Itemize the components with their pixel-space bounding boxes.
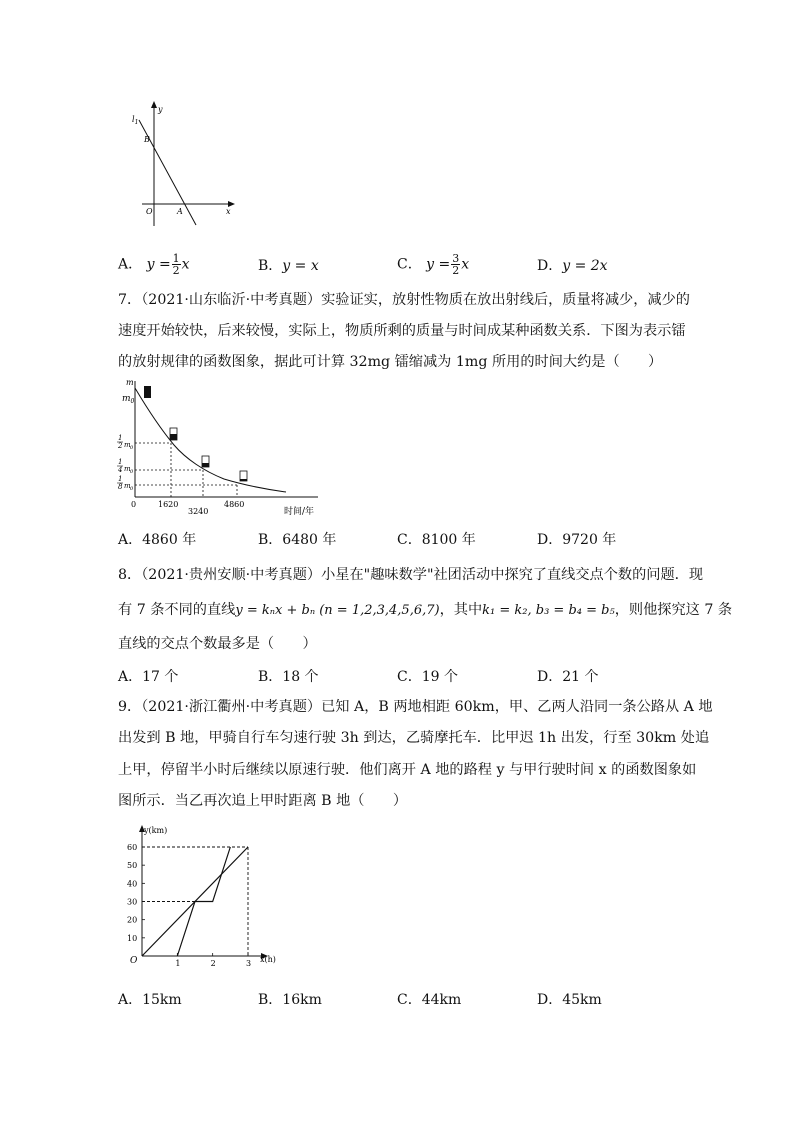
svg-text:2: 2	[118, 442, 123, 450]
q7-sample-eighth	[240, 471, 247, 481]
q9-y-tick-label: 30	[127, 897, 138, 907]
q7-tick-4860: 4860	[224, 500, 245, 509]
svg-text:0: 0	[130, 486, 134, 492]
q8-option-a: A．17 个	[118, 669, 179, 685]
q6-option-c-fraction: $\frac{3}{2}$	[452, 252, 460, 277]
q6-label-l1: $l_1$	[132, 115, 139, 126]
q7-label-quarter	[117, 458, 134, 475]
q7-label-m: m	[126, 378, 134, 387]
svg-text:1: 1	[118, 434, 123, 442]
q9-x-tick-label: 3	[246, 959, 252, 968]
q6-option-b: B．y = x	[258, 258, 319, 274]
q9-y-tick-label: 50	[127, 861, 138, 871]
q7-decay-graph	[114, 375, 324, 520]
q6-y-axis-arrow	[151, 101, 157, 108]
q7-option-b: B．6480 年	[258, 532, 337, 548]
q9-series-yi	[177, 847, 230, 956]
q8-text-line-1: 8．（2021·贵州安顺·中考真题）小星在"趣味数学"社团活动中探究了直线交点个数的问题．现	[118, 567, 704, 583]
q9-y-label: y(km)	[144, 826, 168, 835]
svg-text:m: m	[124, 441, 131, 449]
q9-y-tick-label: 40	[127, 879, 138, 889]
q9-y-tick-label: 20	[127, 915, 138, 925]
svg-text:m: m	[124, 482, 131, 490]
q9-text-line-3: 上甲，停留半小时后继续以原速行驶．他们离开 A 地的路程 y 与甲行驶时间 x 的函数图象如	[118, 762, 697, 778]
q6-label-A: A	[177, 207, 183, 216]
q9-option-c: C．44km	[397, 992, 462, 1008]
q6-label-O: O	[146, 207, 153, 216]
svg-text:1: 1	[118, 475, 123, 483]
q7-x-label: 时间/年	[284, 507, 315, 517]
q7-sample-half	[170, 428, 177, 440]
q6-label-x: x	[226, 207, 231, 216]
q7-text-line-2: 速度开始较快，后来较慢，实际上，物质所剩的质量与时间成某种函数关系．下图为表示镭	[118, 323, 686, 339]
q6-label-B: B	[144, 135, 150, 144]
svg-text:m: m	[124, 465, 131, 473]
q6-option-d: D．y = 2x	[537, 258, 608, 274]
q9-origin-label: O	[130, 956, 138, 966]
svg-text:4: 4	[118, 466, 123, 474]
q9-x-tick-label: 1	[175, 959, 181, 968]
q7-tick-1620: 1620	[158, 500, 179, 509]
q6-line-graph	[128, 98, 240, 230]
q9-option-b: B．16km	[258, 992, 322, 1008]
q9-option-a: A．15km	[118, 992, 182, 1008]
q7-label-m0: $m_0$	[122, 394, 135, 405]
q7-option-c: C．8100 年	[397, 532, 476, 548]
q7-tick-0: 0	[131, 500, 137, 509]
q9-text-line-2: 出发到 B 地，甲骑自行车匀速行驶 3h 到达，乙骑摩托车．比甲迟 1h 出发，行至 30km 处追	[118, 730, 710, 746]
q8-option-b: B．18 个	[258, 669, 319, 685]
q7-text-line-3: 的放射规律的函数图象，据此可计算 32mg 镭缩减为 1mg 所用的时间大约是（ ）	[118, 354, 663, 370]
q9-option-d: D．45km	[537, 992, 602, 1008]
q7-decay-curve	[135, 388, 286, 492]
q6-label-y: y	[158, 105, 163, 114]
q8-text-line-3: 直线的交点个数最多是（ ）	[118, 636, 317, 652]
q7-label-half	[117, 434, 134, 451]
q6-option-a-fraction: $\frac{1}{2}$	[172, 252, 180, 277]
q7-option-d: D．9720 年	[537, 532, 617, 548]
q9-y-tick-label: 60	[127, 843, 138, 852]
q6-option-c: C． y = $\frac{3}{2}$ x	[397, 252, 470, 277]
q7-sample-quarter	[202, 456, 209, 467]
q9-y-tick-label: 10	[127, 933, 138, 943]
svg-text:8: 8	[118, 483, 123, 491]
q9-text-line-4: 图所示．当乙再次追上甲时距离 B 地（ ）	[118, 793, 408, 809]
q7-option-a: A．4860 年	[118, 532, 197, 548]
q7-text-line-1: 7．（2021·山东临沂·中考真题）实验证实，放射性物质在放出射线后，质量将减少，减少的	[118, 292, 690, 308]
svg-text:1: 1	[118, 458, 123, 466]
q8-text-line-2: 有 7 条不同的直线y = kₙx + bₙ (n = 1,2,3,4,5,6,7)，其中k₁ = k₂, b₃ = b₄ = b₅，则他探究这 7 条	[118, 602, 733, 618]
q9-distance-time-chart	[112, 823, 284, 971]
q9-x-tick-label: 2	[210, 959, 216, 968]
q8-condition: k₁ = k₂, b₃ = b₄ = b₅	[482, 603, 615, 618]
q6-option-a: A． y = $\frac{1}{2}$ x	[118, 252, 190, 277]
q7-dashed-guides	[135, 443, 237, 497]
q8-option-c: C．19 个	[397, 669, 458, 685]
q7-label-eighth	[117, 475, 134, 492]
q7-sample-full	[144, 386, 151, 398]
q8-formula: y = kₙx + bₙ (n = 1,2,3,4,5,6,7)	[235, 603, 440, 618]
q9-x-label: x(h)	[260, 955, 276, 964]
q9-text-line-1: 9．（2021·浙江衢州·中考真题）已知 A，B 两地相距 60km，甲、乙两人沿同一条公路从 A 地	[118, 699, 713, 715]
svg-text:0: 0	[130, 445, 134, 451]
q7-tick-3240: 3240	[188, 507, 209, 516]
q8-option-d: D．21 个	[537, 669, 599, 685]
svg-text:0: 0	[130, 469, 134, 475]
